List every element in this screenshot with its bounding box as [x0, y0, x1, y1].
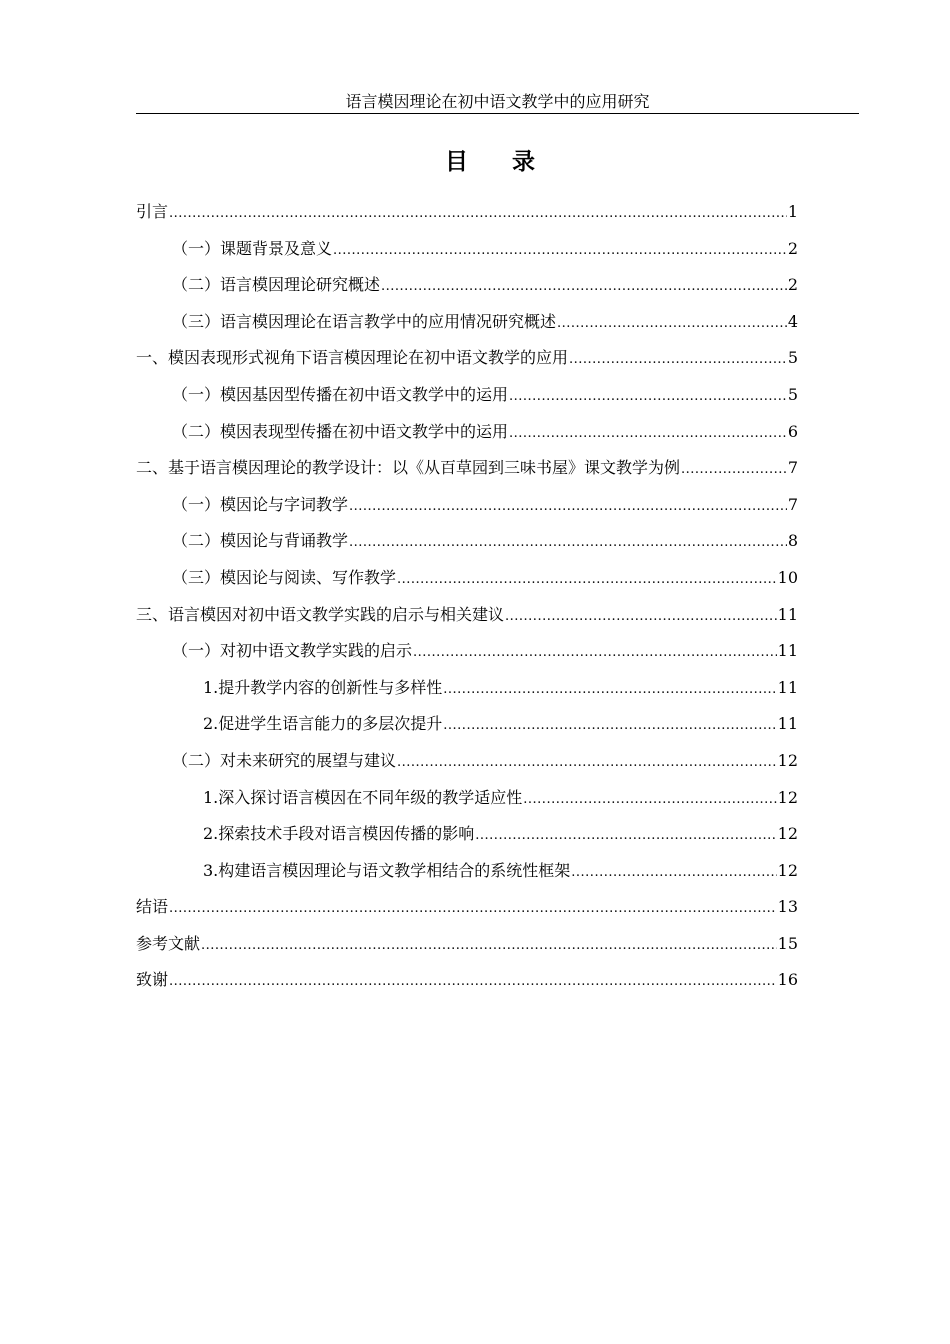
toc-dot-leader [443, 712, 776, 740]
toc-page-number: 4 [787, 311, 798, 331]
toc-entry[interactable] [136, 784, 798, 821]
toc-entry[interactable] [136, 747, 798, 784]
toc-dot-leader [523, 786, 776, 814]
toc-dot-leader [169, 895, 777, 923]
toc-entry-text: 一、模因表现形式视角下语言模因理论在初中语文教学的应用 [136, 348, 569, 368]
toc-entry-text: （一）模因论与字词教学 [172, 494, 349, 514]
toc-list [136, 198, 798, 1003]
toc-dot-leader [557, 310, 787, 338]
toc-page-number: 15 [777, 933, 798, 953]
toc-entry-text: 1.提升教学内容的创新性与多样性 [203, 677, 443, 697]
toc-page-number: 10 [777, 567, 798, 587]
toc-dot-leader [169, 200, 787, 228]
toc-entry-text: （二）模因表现型传播在初中语文教学中的运用 [172, 421, 509, 441]
toc-dot-leader [569, 346, 787, 374]
toc-dot-leader [443, 676, 776, 704]
toc-entry-text: 1.深入探讨语言模因在不同年级的教学适应性 [203, 787, 523, 807]
toc-entry-text: 2.探索技术手段对语言模因传播的影响 [203, 824, 475, 844]
toc-entry[interactable] [136, 637, 798, 674]
toc-entry-text: （二）模因论与背诵教学 [172, 531, 349, 551]
toc-entry-text: 2.促进学生语言能力的多层次提升 [203, 714, 443, 734]
toc-entry-text: （二）对未来研究的展望与建议 [172, 750, 397, 770]
toc-entry-text: （二）语言模因理论研究概述 [172, 275, 381, 295]
toc-dot-leader [475, 822, 776, 850]
toc-entry-text: 结语 [136, 897, 169, 917]
toc-entry-text: （三）模因论与阅读、写作教学 [172, 567, 397, 587]
toc-page-number: 5 [787, 384, 798, 404]
toc-dot-leader [571, 859, 776, 887]
toc-dot-leader [169, 968, 777, 996]
toc-entry[interactable] [136, 674, 798, 711]
toc-page-number: 12 [777, 750, 798, 770]
toc-title: 目 录 [444, 149, 553, 175]
toc-page-number: 1 [787, 202, 798, 221]
toc-entry[interactable] [136, 857, 798, 894]
toc-entry-text: 引言 [136, 202, 169, 221]
toc-page-number: 11 [777, 641, 798, 661]
toc-entry[interactable] [136, 564, 798, 601]
toc-dot-leader [413, 639, 777, 667]
running-header: 语言模因理论在初中语文教学中的应用研究 [345, 92, 650, 111]
toc-entry[interactable] [136, 308, 798, 345]
toc-entry[interactable] [136, 454, 798, 491]
toc-page-number: 12 [777, 787, 798, 807]
toc-entry[interactable] [136, 418, 798, 455]
toc-page-number: 2 [787, 275, 798, 295]
toc-page-number: 5 [787, 348, 798, 368]
toc-entry-text: 致谢 [136, 970, 169, 990]
toc-entry-text: （三）语言模因理论在语言教学中的应用情况研究概述 [172, 311, 557, 331]
toc-entry[interactable] [136, 527, 798, 564]
toc-dot-leader [349, 493, 787, 521]
toc-dot-leader [397, 566, 777, 594]
toc-dot-leader [397, 749, 777, 777]
toc-page-number: 11 [777, 677, 798, 697]
toc-entry[interactable] [136, 930, 798, 967]
toc-page-number: 16 [777, 970, 798, 990]
toc-entry[interactable] [136, 966, 798, 1003]
toc-page-number: 7 [787, 458, 798, 478]
toc-dot-leader [505, 603, 777, 631]
toc-dot-leader [201, 932, 777, 960]
toc-entry-text: （一）模因基因型传播在初中语文教学中的运用 [172, 384, 509, 404]
toc-entry[interactable] [136, 271, 798, 308]
toc-page-number: 12 [777, 824, 798, 844]
toc-page-number: 8 [787, 531, 798, 551]
toc-page-number: 7 [787, 494, 798, 514]
toc-entry[interactable] [136, 235, 798, 272]
toc-entry-text: （一）对初中语文教学实践的启示 [172, 641, 413, 661]
toc-entry[interactable] [136, 710, 798, 747]
toc-entry-text: 3.构建语言模因理论与语文教学相结合的系统性框架 [203, 860, 571, 880]
toc-entry-text: 二、基于语言模因理论的教学设计：以《从百草园到三味书屋》课文教学为例 [136, 458, 681, 478]
toc-entry-text: 参考文献 [136, 933, 201, 953]
toc-entry[interactable] [136, 601, 798, 638]
toc-dot-leader [681, 456, 787, 484]
toc-dot-leader [509, 420, 787, 448]
toc-dot-leader [349, 529, 787, 557]
toc-entry-text: （一）课题背景及意义 [172, 238, 333, 258]
toc-entry[interactable] [136, 381, 798, 418]
toc-page-number: 2 [787, 238, 798, 258]
toc-entry-text: 三、语言模因对初中语文教学实践的启示与相关建议 [136, 604, 505, 624]
toc-page-number: 13 [777, 897, 798, 917]
header-rule [136, 113, 859, 114]
toc-page-number: 6 [787, 421, 798, 441]
toc-entry[interactable] [136, 198, 798, 235]
toc-entry[interactable] [136, 491, 798, 528]
toc-page-number: 12 [777, 860, 798, 880]
toc-entry[interactable] [136, 893, 798, 930]
toc-page-number: 11 [777, 714, 798, 734]
toc-entry[interactable] [136, 820, 798, 857]
toc-dot-leader [333, 237, 787, 265]
toc-entry[interactable] [136, 344, 798, 381]
toc-dot-leader [509, 383, 787, 411]
toc-dot-leader [381, 273, 787, 301]
toc-page-number: 11 [777, 604, 798, 624]
